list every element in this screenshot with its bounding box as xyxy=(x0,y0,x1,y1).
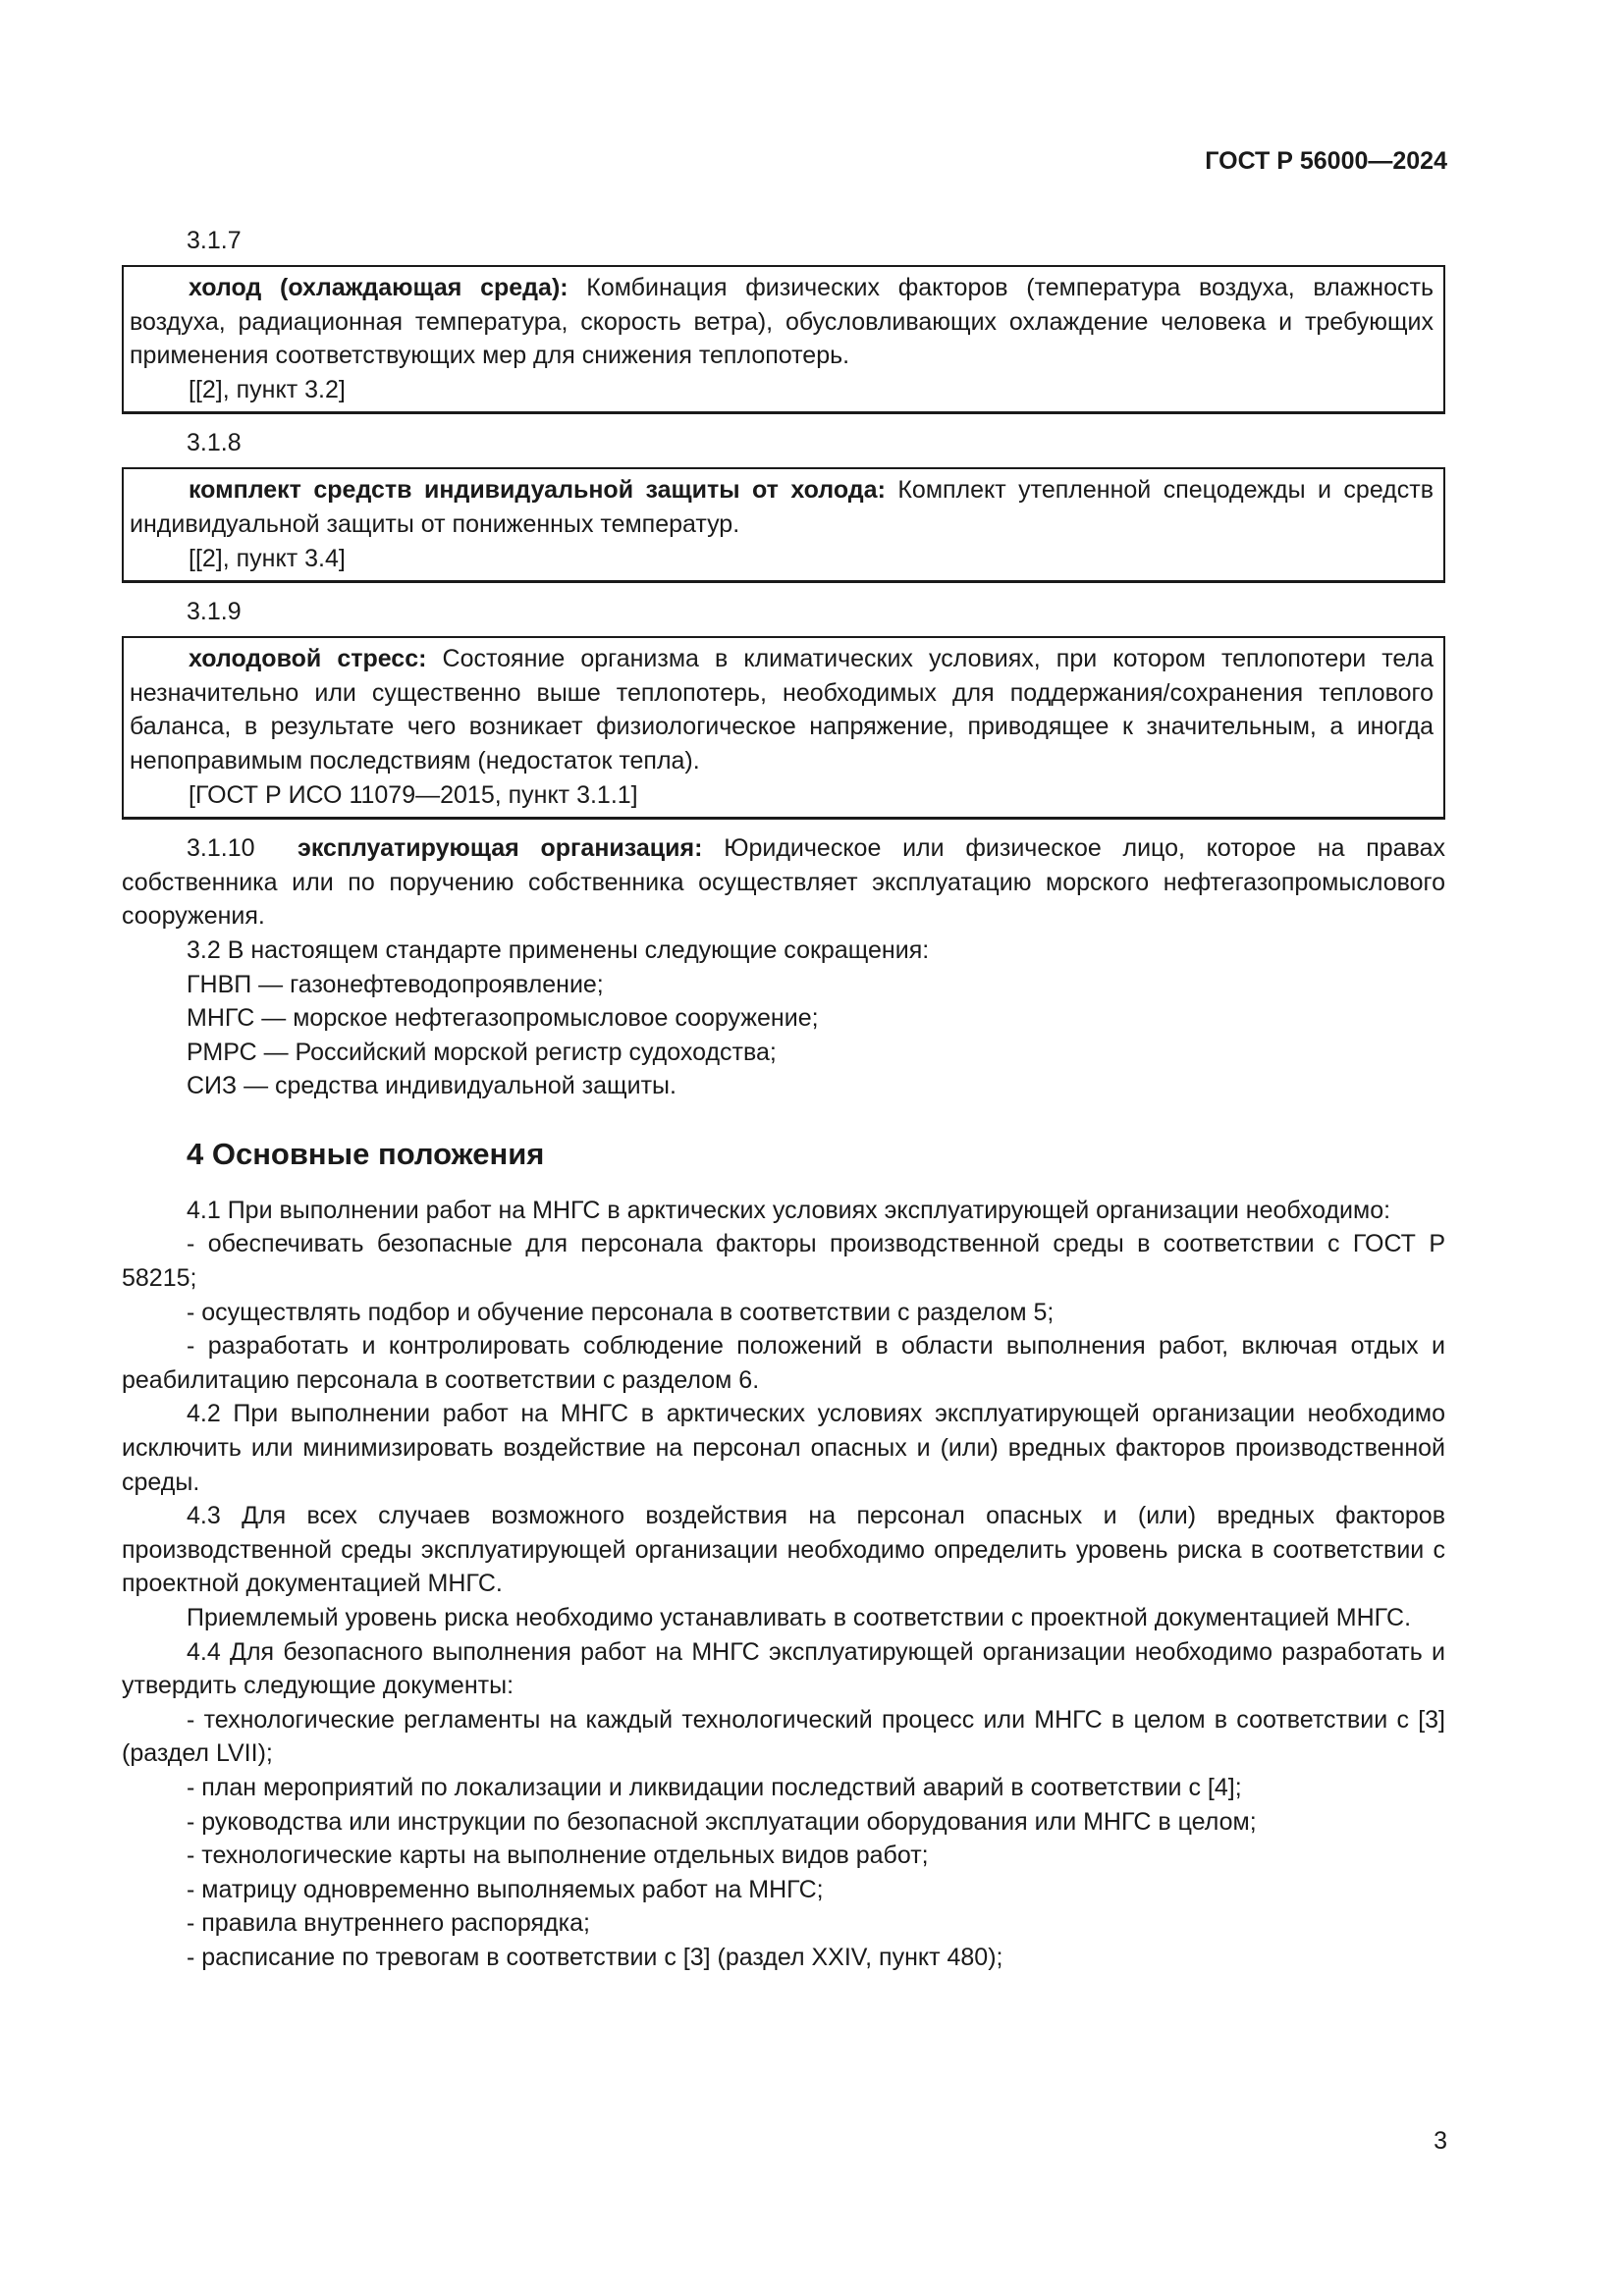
abbrev-item: ГНВП — газонефтеводопроявление; xyxy=(187,970,604,998)
def-number: 3.1.7 xyxy=(187,227,242,254)
page-number: 3 xyxy=(1434,2127,1447,2155)
list-item: - руководства или инструкции по безопасной эксплуатации оборудования или МНГС в целом; xyxy=(187,1807,1257,1836)
paragraph-4-3: 4.3 Для всех случаев возможного воздействия на персонал опасных и (или) вредных факторов производственной среды эксплуатирующей организации необходимо определить уровень риска в соответствии с проектной документацией МНГС. xyxy=(122,1502,1445,1598)
definition-term: комплект средств индивидуальной защиты от холода: xyxy=(189,476,886,505)
definition-box xyxy=(122,636,1445,820)
definition-box xyxy=(122,467,1445,583)
definition-text: холод (охлаждающая среда): Комбинация физических факторов (температура воздуха, влажность воздуха, радиационная температура, скорость ветра), обусловливающих охлаждение человека и требующих применения соответствующих мер для снижения теплопотерь. xyxy=(130,274,1434,370)
list-item: - правила внутреннего распорядка; xyxy=(187,1909,590,1938)
list-item: - технологические карты на выполнение отдельных видов работ; xyxy=(187,1842,929,1870)
definition-source: [[2], пункт 3.2] xyxy=(189,375,346,403)
abbrev-item: СИЗ — средства индивидуальной защиты. xyxy=(187,1072,677,1100)
abbrev-item: РМРС — Российский морской регистр судоходства; xyxy=(187,1038,777,1066)
list-item: - разработать и контролировать соблюдение положений в области выполнения работ, включая отдых и реабилитацию персонала в соответствии с разделом 6. xyxy=(122,1332,1445,1394)
definition-term: холод (охлаждающая среда): xyxy=(189,274,568,301)
definition-source: [[2], пункт 3.4] xyxy=(189,544,346,572)
document-body xyxy=(122,224,1445,1975)
paragraph-4-1: 4.1 При выполнении работ на МНГС в арктических условиях эксплуатирующей организации необходимо: xyxy=(187,1196,1391,1224)
def-number: 3.1.9 xyxy=(187,598,242,626)
list-item: - расписание по тревогам в соответствии с [3] (раздел XXIV, пункт 480); xyxy=(187,1943,1003,1971)
definition-text: комплект средств индивидуальной защиты от холода: Комплект утепленной спецодежды и средств индивидуальной защиты от пониженных температур. xyxy=(130,476,1434,538)
list-item: - обеспечивать безопасные для персонала факторы производственной среды в соответствии с ГОСТ Р 58215; xyxy=(122,1230,1445,1293)
document-header: ГОСТ Р 56000—2024 xyxy=(1205,147,1447,175)
definition-text: холодовой стресс: Состояние организма в климатических условиях, при котором теплопотери тела незначительно или существенно выше теплопотерь, необходимых для поддержания/сохранения теплового баланса, в результате чего возникает физиологическое напряжение, приводящее к значительным, а иногда непоправимым последствиям (недостаток тепла). xyxy=(130,645,1434,774)
abbrev-intro: 3.2 В настоящем стандарте применены следующие сокращения: xyxy=(187,935,930,964)
def-number: 3.1.8 xyxy=(187,429,242,457)
list-item: - технологические регламенты на каждый технологический процесс или МНГС в целом в соответствии с [3] (раздел LVII); xyxy=(122,1705,1445,1768)
definition-term: холодовой стресс: xyxy=(189,645,427,673)
section-heading: 4 Основные положения xyxy=(187,1136,545,1171)
paragraph-4-3b: Приемлемый уровень риска необходимо устанавливать в соответствии с проектной документацией МНГС. xyxy=(187,1604,1412,1631)
definition-source: [ГОСТ Р ИСО 11079—2015, пункт 3.1.1] xyxy=(189,780,638,809)
list-item: - план мероприятий по локализации и ликвидации последствий аварий в соответствии с [4]; xyxy=(187,1773,1242,1801)
abbrev-item: МНГС — морское нефтегазопромысловое сооружение; xyxy=(187,1004,819,1033)
definition-box xyxy=(122,265,1445,414)
list-item: - осуществлять подбор и обучение персонала в соответствии с разделом 5; xyxy=(187,1298,1055,1326)
list-item: - матрицу одновременно выполняемых работ на МНГС; xyxy=(187,1875,824,1903)
paragraph-4-2: 4.2 При выполнении работ на МНГС в арктических условиях эксплуатирующей организации необходимо исключить или минимизировать воздействие на персонал опасных и (или) вредных факторов производственной среды. xyxy=(122,1400,1445,1496)
paragraph-4-4: 4.4 Для безопасного выполнения работ на МНГС эксплуатирующей организации необходимо разработать и утвердить следующие документы: xyxy=(122,1637,1445,1700)
definition-3-1-10: 3.1.10 эксплуатирующая организация: Юридическое или физическое лицо, которое на правах собственника или по поручению собственника осуществляет эксплуатацию морского нефтегазопромыслового сооружения. xyxy=(122,834,1445,931)
